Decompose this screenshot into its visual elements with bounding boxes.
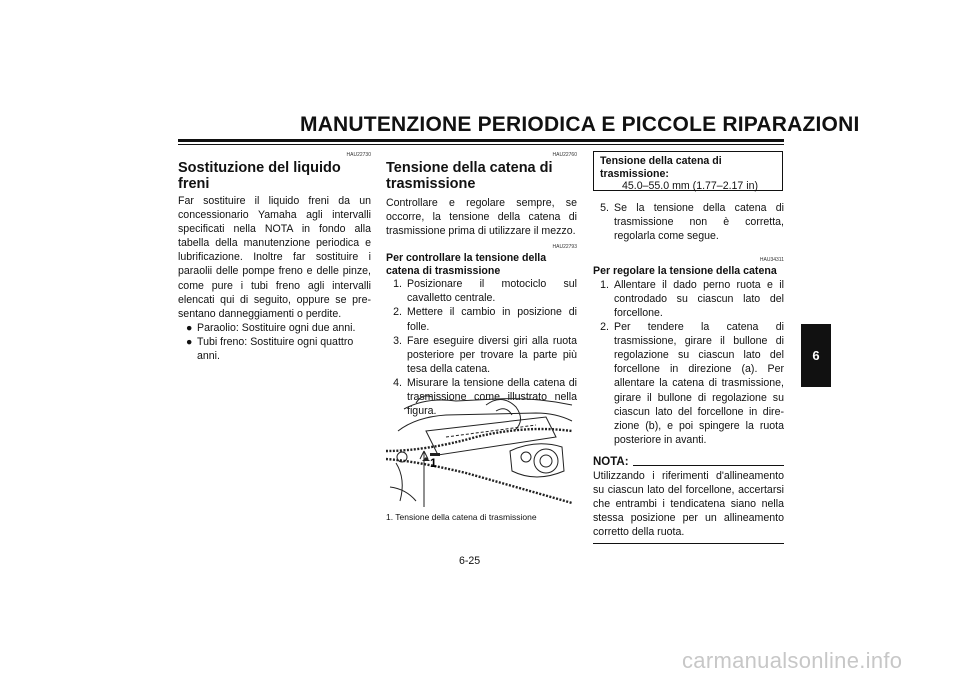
- subsection-heading: Per regolare la tensione della catena: [593, 265, 777, 278]
- section-paragraph: Far sostituire il liquido freni da un concessionario Yamaha agli intervalli specificati nella NOTA in fondo alla tabella della manutenzione periodica e lubrificazione. Inoltre far sostituire i paraolii delle pompe freno e delle pinze, come pure i tubi freno agli intervalli elencati qui di seguito, oppure se presentano danneggiamenti o perdite.: [178, 195, 371, 320]
- chain-illustration: [386, 391, 576, 509]
- list-item: 2. Mettere il cambio in posizione di folle.: [393, 306, 577, 333]
- header-title: MANUTENZIONE PERIODICA E PICCOLE RIPARAZIONI: [300, 113, 860, 136]
- subsection-code: HAU22793: [552, 244, 577, 251]
- nota-end-rule: [593, 543, 784, 544]
- figure-callout: 1: [430, 456, 437, 470]
- section-heading: Sostituzione del liquido freni: [178, 160, 341, 192]
- spec-box: [593, 151, 783, 191]
- header-rule: [178, 139, 784, 142]
- page-number: 6-25: [459, 555, 481, 567]
- nota-label: NOTA:: [593, 455, 629, 468]
- chain-figure: [386, 391, 576, 509]
- list-item: ● Tubi freno: Sostituire ogni quattro anni.: [186, 335, 354, 363]
- list-item: 3. Fare eseguire diversi giri alla ruota posteriore per trovare la parte più tesa della catena.: [393, 334, 577, 375]
- list-item: 1. Allentare il dado perno ruota e il controdado su ciascun lato del forcellone.: [600, 278, 784, 319]
- list-item: ● Paraolio: Sostituire ogni due anni.: [186, 321, 356, 334]
- bullet-icon: ●: [186, 335, 193, 348]
- bullet-icon: ●: [186, 321, 193, 334]
- watermark: carmanualsonline.info: [682, 648, 903, 673]
- bullet-list: [178, 321, 371, 363]
- list-item: 4. Misurare la tensione della catena di trasmissione come illustrato nella figura.: [393, 376, 577, 418]
- subsection-code: HAU34311: [759, 257, 784, 264]
- nota-rule: [633, 465, 784, 466]
- section-heading: Tensione della catena di trasmissione: [386, 160, 553, 192]
- step-list: [593, 201, 784, 243]
- nota-header: [593, 455, 784, 469]
- left-column: [178, 152, 371, 363]
- figure-caption: 1. Tensione della catena di trasmissione: [386, 512, 537, 522]
- list-item: 1. Posizionare il motociclo sul cavalletto centrale.: [393, 278, 577, 305]
- section-paragraph: Controllare e regolare sempre, se occorre, la tensione della catena di trasmissione prima di utilizzare il mezzo.: [386, 197, 577, 238]
- subsection-heading: Per controllare la tensione della catena di trasmissione: [386, 252, 547, 277]
- list-item: 5. Se la tensione della catena di trasmissione non è corretta, regolarla come segue.: [600, 202, 784, 243]
- spec-value: 45.0–55.0 mm (1.77–2.17 in): [622, 180, 759, 192]
- section-code: HAU22760: [552, 152, 577, 158]
- right-column: [593, 201, 784, 544]
- header-rule-thin: [178, 144, 784, 145]
- step-list: [593, 278, 784, 447]
- nota-text: Utilizzando i riferimenti d'allineamento su ciascun lato del forcellone, accertarsi che entrambi i tendicatena siano nella stessa posizione per un allineamento corretto della ruota.: [593, 470, 784, 539]
- middle-column: [386, 152, 577, 418]
- chapter-tab: 6: [801, 324, 831, 387]
- list-item: 2. Per tendere la catena di trasmissione, girare il bullone di regolazione su ciascun lato del forcellone in direzione (a). Per allentare la catena di trasmissione, girare il bullone di regolazione su ciascun lato del forcellone in direzione (b), e poi spingere la ruota posteriore in avanti.: [600, 321, 784, 446]
- section-code: HAU22730: [346, 152, 371, 158]
- spec-label: Tensione della catena di trasmissione:: [600, 155, 722, 180]
